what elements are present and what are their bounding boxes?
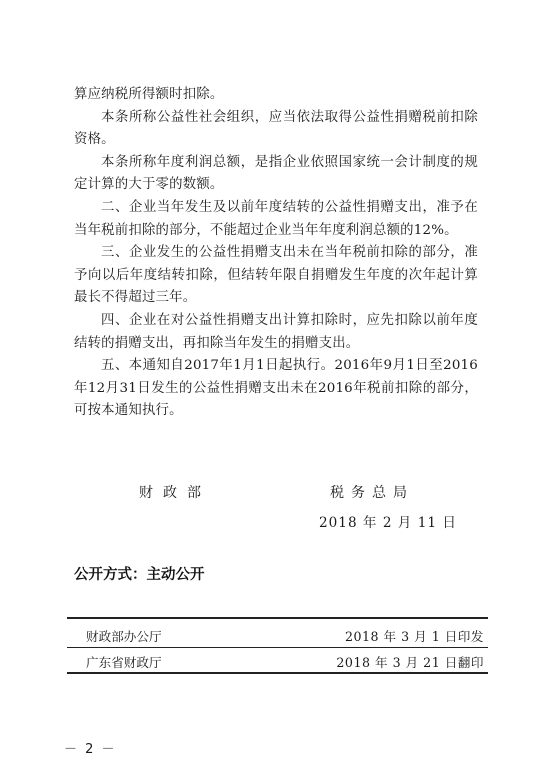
record-middle-rule xyxy=(67,647,488,648)
issuer-ministry-of-finance: 财政部 xyxy=(139,485,211,501)
record-top-rule xyxy=(67,617,488,619)
record-date: 2018 年 3 月 1 日印发 xyxy=(344,629,484,644)
paragraph-item-four: 四、企业在对公益性捐赠支出计算扣除时，应先扣除以前年度结转的捐赠支出，再扣除当年发生的捐赠支出。 xyxy=(74,312,478,351)
disclosure-method: 公开方式：主动公开 xyxy=(74,567,205,583)
paragraph-organization-definition: 本条所称公益性社会组织，应当依法取得公益性捐赠税前扣除资格。 xyxy=(74,109,478,148)
page-number: － 2 － xyxy=(64,742,117,757)
record-bottom-rule xyxy=(67,672,488,674)
paragraph-item-three: 三、企业发生的公益性捐赠支出未在当年税前扣除的部分，准予向以后年度结转扣除，但结转年限自捐赠发生年度的次年起计算最长不得超过三年。 xyxy=(74,245,478,306)
document-body xyxy=(74,84,478,423)
paragraph-item-two: 二、企业当年发生及以前年度结转的公益性捐赠支出，准予在当年税前扣除的部分，不能超过企业当年年度利润总额的12%。 xyxy=(74,199,478,238)
paragraph-profit-definition: 本条所称年度利润总额，是指企业依照国家统一会计制度的规定计算的大于零的数额。 xyxy=(74,154,478,193)
record-office: 财政部办公厅 xyxy=(86,629,162,644)
paragraph-item-five: 五、本通知自2017年1月1日起执行。2016年9月1日至2016年12月31日发生的公益性捐赠支出未在2016年税前扣除的部分，可按本通知执行。 xyxy=(74,358,478,419)
signature-date: 2018 年 2 月 11 日 xyxy=(319,515,457,531)
record-date: 2018 年 3 月 21 日翻印 xyxy=(336,655,484,670)
issuer-tax-administration: 税务总局 xyxy=(330,485,414,501)
paragraph-continuation: 算应纳税所得额时扣除。 xyxy=(74,87,224,102)
record-office: 广东省财政厅 xyxy=(86,655,162,670)
